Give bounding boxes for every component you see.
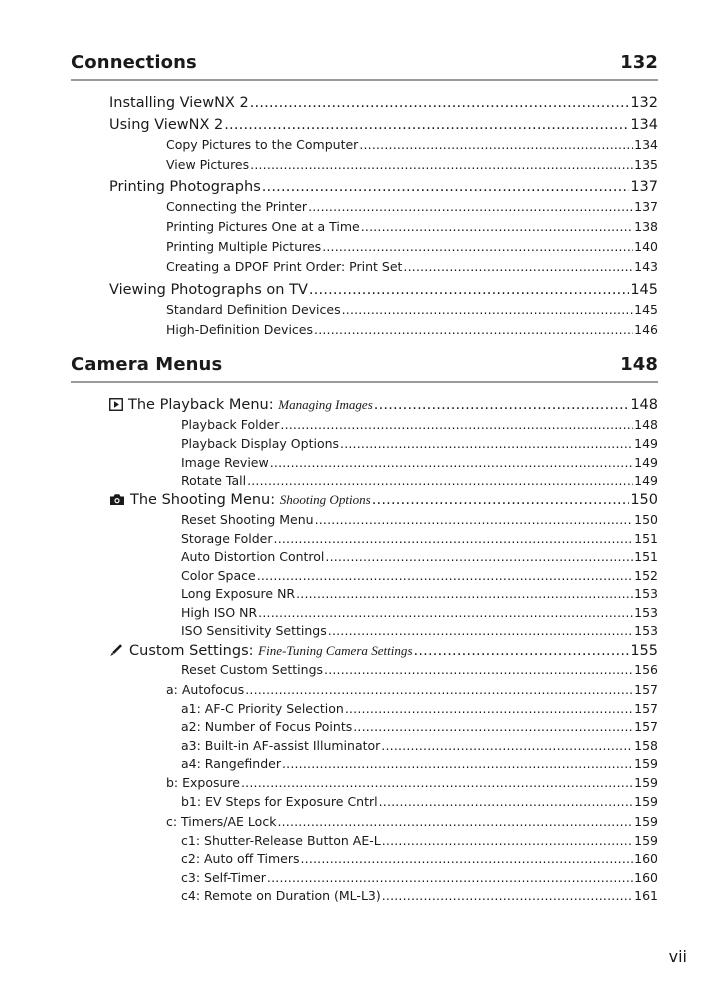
toc-entry-label <box>181 701 344 716</box>
toc-entry-page-number: 159 <box>634 756 658 771</box>
dot-leader <box>372 492 630 508</box>
toc-entry-page-number: 145 <box>630 282 658 298</box>
toc-entry[interactable] <box>109 492 658 512</box>
toc-entry-label <box>109 179 261 195</box>
page-number: vii <box>668 947 687 966</box>
toc-entry-label <box>181 417 279 432</box>
toc-entry[interactable] <box>181 473 658 491</box>
section-title: Camera Menus <box>71 354 223 375</box>
toc-entry-text: Storage Folder <box>181 531 273 546</box>
toc-entry-label <box>181 851 299 866</box>
toc-entry-page-number: 137 <box>634 199 658 214</box>
toc-entry-subtitle: Shooting Options <box>279 492 371 507</box>
toc-entry[interactable] <box>181 719 658 737</box>
dot-leader <box>300 851 633 866</box>
toc-entry-label <box>181 794 378 809</box>
toc-entry[interactable] <box>181 623 658 641</box>
toc-entry-text: b1: EV Steps for Exposure Cntrl <box>181 794 378 809</box>
toc-entry-label <box>181 531 273 546</box>
toc-entry-page-number: 153 <box>634 605 658 620</box>
toc-entry[interactable] <box>166 239 658 257</box>
dot-leader <box>280 417 633 432</box>
toc-entry-page-number: 153 <box>634 586 658 601</box>
toc-entry-page-number: 157 <box>634 719 658 734</box>
toc-entry-label <box>166 682 244 697</box>
dot-leader <box>262 179 630 195</box>
dot-leader <box>374 397 630 413</box>
toc-entry-text: High-Definition Devices <box>166 322 314 337</box>
toc-entry-page-number: 152 <box>634 568 658 583</box>
dot-leader <box>322 239 633 254</box>
toc-entry-label <box>181 586 295 601</box>
toc-entry[interactable] <box>181 888 658 906</box>
toc-entry[interactable] <box>109 282 658 302</box>
toc-entry[interactable] <box>166 259 658 277</box>
pencil-icon <box>109 642 124 661</box>
dot-leader <box>314 322 633 337</box>
toc-entry-text: Color Space <box>181 568 256 583</box>
toc-entry-label <box>166 814 276 829</box>
toc-entry-page-number: 158 <box>634 738 658 753</box>
toc-entry-label <box>181 549 324 564</box>
toc-entry-page-number: 138 <box>634 219 658 234</box>
toc-entry-page-number: 150 <box>630 492 658 508</box>
toc-entry-page-number: 155 <box>630 643 658 659</box>
toc-entry[interactable] <box>166 199 658 217</box>
toc-entry-label <box>181 455 269 470</box>
toc-entry-label <box>109 117 223 133</box>
dot-leader <box>267 870 633 885</box>
toc-entry-page-number: 160 <box>634 870 658 885</box>
dot-leader <box>345 701 633 716</box>
toc-entry-label <box>181 605 257 620</box>
toc-entry-label <box>181 870 266 885</box>
camera-icon <box>109 493 125 510</box>
toc-entry-text: High ISO NR <box>181 605 258 620</box>
toc-entry-page-number: 159 <box>634 833 658 848</box>
toc-entry-text: a3: Built-in AF-assist Illuminator <box>181 738 381 753</box>
toc-entry-label <box>166 239 321 254</box>
toc-entry[interactable] <box>166 322 658 340</box>
toc-entry[interactable] <box>166 682 658 700</box>
toc-entry-text: Copy Pictures to the Computer <box>166 137 359 152</box>
dot-leader <box>340 436 633 451</box>
toc-entry-text: Playback Display Options <box>181 436 340 451</box>
toc-entry[interactable] <box>181 851 658 869</box>
toc-entry-label <box>181 568 256 583</box>
dot-leader <box>324 662 633 677</box>
toc-entry[interactable] <box>109 117 658 137</box>
toc-entry-page-number: 132 <box>630 95 658 111</box>
toc-entry-text: Installing ViewNX 2 <box>109 95 249 111</box>
toc-entry-text: Printing Photographs <box>109 179 261 195</box>
dot-leader <box>277 814 633 829</box>
toc-entry-label <box>109 282 308 298</box>
toc-entry[interactable] <box>181 512 658 530</box>
toc-entry-text: Printing Multiple Pictures <box>166 239 322 254</box>
dot-leader <box>382 833 633 848</box>
dot-leader <box>382 888 633 903</box>
toc-entry-page-number: 157 <box>634 682 658 697</box>
section-divider <box>71 381 658 383</box>
toc-entry-text: Reset Shooting Menu <box>181 512 314 527</box>
toc-entry[interactable] <box>166 302 658 320</box>
section-heading <box>71 354 658 375</box>
toc-entry-text: Reset Custom Settings <box>181 662 324 677</box>
toc-entry-page-number: 159 <box>634 794 658 809</box>
dot-leader <box>325 549 633 564</box>
toc-entry[interactable] <box>181 417 658 435</box>
playback-icon <box>109 398 123 415</box>
toc-entry-page-number: 157 <box>634 701 658 716</box>
toc-entry-page-number: 159 <box>634 814 658 829</box>
toc-entry-text: ISO Sensitivity Settings <box>181 623 327 638</box>
dot-leader <box>309 282 629 298</box>
toc-entry-label <box>181 833 381 848</box>
toc-entry-text: c2: Auto off Timers <box>181 851 300 866</box>
toc-entry-page-number: 161 <box>634 888 658 903</box>
dot-leader <box>224 117 629 133</box>
section-title: Connections <box>71 52 197 73</box>
toc-entry-text: b: Exposure <box>166 775 240 790</box>
toc-entry-text: a: Autofocus <box>166 682 245 697</box>
toc-entry-text: Rotate Tall <box>181 473 247 488</box>
toc-entry-page-number: 148 <box>630 397 658 413</box>
toc-entry-page-number: 151 <box>634 531 658 546</box>
toc-entry-text: The Playback Menu: <box>128 397 274 413</box>
toc-entry-label <box>181 738 380 753</box>
toc-entry-page-number: 143 <box>634 259 658 274</box>
toc-entry-text: Printing Pictures One at a Time <box>166 219 360 234</box>
dot-leader <box>282 756 633 771</box>
toc-entry-text: Using ViewNX 2 <box>109 117 224 133</box>
dot-leader <box>342 302 634 317</box>
toc-entry-label <box>166 322 313 337</box>
toc-entry-text: View Pictures <box>166 157 250 172</box>
dot-leader <box>328 623 633 638</box>
toc-entry-page-number: 148 <box>634 417 658 432</box>
toc-entry-text: Image Review <box>181 455 269 470</box>
toc-entry[interactable] <box>181 531 658 549</box>
toc-entry[interactable] <box>181 794 658 812</box>
toc-entry-page-number: 135 <box>634 157 658 172</box>
toc-entry-text: Long Exposure NR <box>181 586 296 601</box>
section-divider <box>71 79 658 81</box>
section-page-number: 148 <box>620 354 658 375</box>
dot-leader <box>257 568 633 583</box>
toc-entry-text: c: Timers/AE Lock <box>166 814 277 829</box>
toc-entry-page-number: 140 <box>634 239 658 254</box>
toc-entry-subtitle: Managing Images <box>278 397 373 412</box>
dot-leader <box>308 199 633 214</box>
dot-leader <box>247 473 633 488</box>
toc-entry[interactable] <box>166 219 658 237</box>
toc-entry[interactable] <box>109 397 658 417</box>
dot-leader <box>245 682 633 697</box>
toc-entry-page-number: 149 <box>634 436 658 451</box>
dot-leader <box>361 219 633 234</box>
toc-entry-page-number: 150 <box>634 512 658 527</box>
toc-entry-label <box>109 397 373 415</box>
toc-entry-label <box>181 512 314 527</box>
dot-leader <box>296 586 633 601</box>
toc-entry[interactable] <box>181 605 658 623</box>
toc-entry-label <box>166 775 240 790</box>
toc-entry-label <box>181 623 327 638</box>
dot-leader <box>250 157 633 172</box>
toc-entry-page-number: 134 <box>634 137 658 152</box>
toc-entry-page-number: 146 <box>634 322 658 337</box>
toc-entry-text: a1: AF-C Priority Selection <box>181 701 344 716</box>
dot-leader <box>258 605 633 620</box>
toc-entry-label <box>181 436 339 451</box>
toc-entry-label <box>181 888 381 903</box>
dot-leader <box>250 95 630 111</box>
toc-entry-label <box>109 492 371 510</box>
toc-entry-text: Playback Folder <box>181 417 280 432</box>
dot-leader <box>274 531 634 546</box>
toc-entry-label <box>166 302 341 317</box>
toc-entry-label <box>181 662 323 677</box>
toc-entry[interactable] <box>181 662 658 680</box>
toc-entry-text: Creating a DPOF Print Order: Print Set <box>166 259 403 274</box>
toc-entry-text: c1: Shutter-Release Button AE-L <box>181 833 381 848</box>
toc-entry-label <box>181 756 281 771</box>
toc-entry-label <box>166 157 249 172</box>
toc-entry-label <box>109 642 413 661</box>
toc-entry-label <box>181 473 246 488</box>
toc-entry-text: Connecting the Printer <box>166 199 308 214</box>
section-page-number: 132 <box>620 52 658 73</box>
toc-entry-page-number: 160 <box>634 851 658 866</box>
toc-entry-page-number: 145 <box>634 302 658 317</box>
toc-entry-text: a4: Rangefinder <box>181 756 281 771</box>
toc-entry-text: Viewing Photographs on TV <box>109 282 308 298</box>
toc-entry[interactable] <box>166 775 658 793</box>
toc-entry[interactable] <box>181 436 658 454</box>
toc-entry-label <box>166 219 360 234</box>
dot-leader <box>359 137 633 152</box>
dot-leader <box>403 259 633 274</box>
toc-entry-label <box>109 95 249 111</box>
toc-entry[interactable] <box>181 549 658 567</box>
dot-leader <box>241 775 633 790</box>
toc-entry-subtitle: Fine-Tuning Camera Settings <box>258 643 413 658</box>
dot-leader <box>381 738 633 753</box>
section-heading <box>71 52 658 73</box>
dot-leader <box>353 719 633 734</box>
toc-entry-label <box>181 719 352 734</box>
toc-entry-page-number: 134 <box>630 117 658 133</box>
toc-entry[interactable] <box>109 95 658 115</box>
toc-entry-label <box>166 199 307 214</box>
toc-entry[interactable] <box>181 701 658 719</box>
toc-entry[interactable] <box>166 157 658 175</box>
toc-entry[interactable] <box>181 586 658 604</box>
toc-entry[interactable] <box>181 833 658 851</box>
dot-leader <box>414 643 630 659</box>
toc-entry-page-number: 149 <box>634 455 658 470</box>
dot-leader <box>270 455 633 470</box>
toc-entry[interactable] <box>181 738 658 756</box>
toc-entry[interactable] <box>166 137 658 155</box>
toc-entry-page-number: 153 <box>634 623 658 638</box>
toc-entry[interactable] <box>181 455 658 473</box>
toc-entry-text: Standard Definition Devices <box>166 302 341 317</box>
toc-entry-label <box>166 137 358 152</box>
toc-entry-text: The Shooting Menu: <box>130 492 276 508</box>
toc-entry-page-number: 156 <box>634 662 658 677</box>
toc-entry[interactable] <box>109 179 658 199</box>
toc-entry-text: Auto Distortion Control <box>181 549 325 564</box>
toc-entry-label <box>166 259 402 274</box>
toc-entry[interactable] <box>166 814 658 832</box>
toc-entry[interactable] <box>109 642 658 662</box>
toc-entry[interactable] <box>181 870 658 888</box>
toc-entry-page-number: 149 <box>634 473 658 488</box>
toc-entry[interactable] <box>181 568 658 586</box>
toc-entry-text: c3: Self-Timer <box>181 870 266 885</box>
toc-entry-page-number: 151 <box>634 549 658 564</box>
toc-entry[interactable] <box>181 756 658 774</box>
toc-entry-page-number: 137 <box>630 179 658 195</box>
dot-leader <box>379 794 634 809</box>
toc-entry-page-number: 159 <box>634 775 658 790</box>
dot-leader <box>315 512 634 527</box>
toc-entry-text: c4: Remote on Duration (ML-L3) <box>181 888 381 903</box>
toc-entry-text: a2: Number of Focus Points <box>181 719 353 734</box>
toc-entry-text: Custom Settings: <box>129 643 254 659</box>
